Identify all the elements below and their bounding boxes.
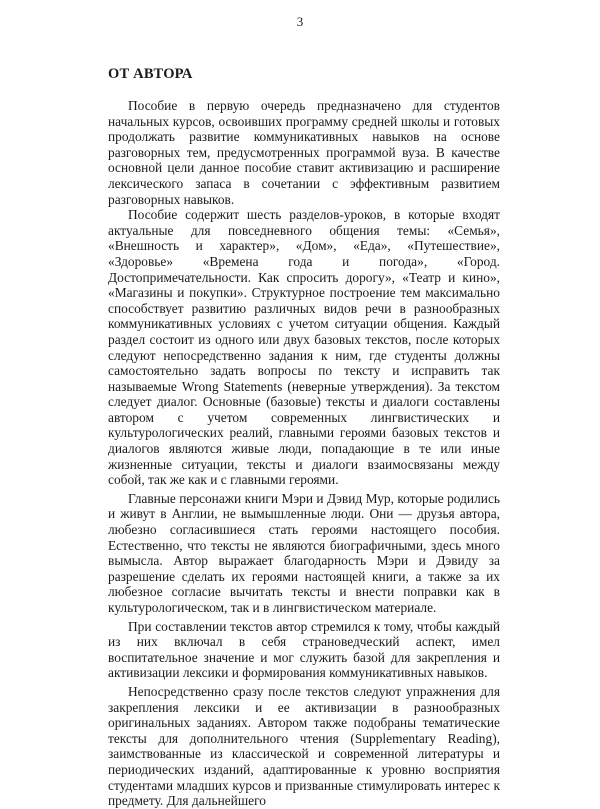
page-number: 3 [296,14,304,29]
paragraph-5: Непосредственно сразу после текстов следуют упражнения для закрепления лексики и ее активизации в разнообразных оригинальных заданиях. Автором также подобраны тематические тексты для дополнительного чтения (Supplementary Reading), заимствованные из классической и современной литературы и периодических изданий, адаптированные к уровню восприятия студентами младших курсов и призванные стимулировать интерес к предмету. Для дальнейшего [108,683,500,809]
paragraph-2: Пособие содержит шесть разделов-уроков, в которые входят актуальные для повседневного общения темы: «Семья», «Внешность и характер», «Дом», «Еда», «Путешествие», «Здоровье» «Времена года и погода», «Город. Достопримечательности. Как спросить дорогу», «Театр и кино», «Магазины и покупки». Структурное построение тем максимально способствует развитию различных видов речи в разнообразных коммуникативных условиях с учетом ситуации общения. Каждый раздел состоит из одного или двух базовых текстов, после которых следуют непосредственно задания к ним, где студенты должны самостоятельно задать вопросы по тексту и исправить так называемые Wrong Statements (неверные утверждения). За текстом следует диалог. Основные (базовые) тексты и диалоги составлены автором с учетом современных лингвистических и культурологических реалий, главными героями базовых текстов и диалогов являются живые люди, попадающие в те или иные жизненные ситуации, тексты и диалоги взаимосвязаны между собой, так же как и с главными героями. [108,207,500,488]
body-text [108,98,500,809]
paragraph-4: При составлении текстов автор стремился к тому, чтобы каждый из них включал в себя страноведческий аспект, имел воспитательное значение и мог служить базой для закрепления и активизации лексики и формирования коммуникативных навыков. [108,618,500,681]
paragraph-3: Главные персонажи книги Мэри и Дэвид Мур, которые родились и живут в Англии, не вымышленные люди. Они — друзья автора, любезно согласившиеся стать героями настоящего пособия. Естественно, что тексты не являются биографичными, здесь много вымысла. Автор выражает благодарность Мэри и Дэвиду за разрешение сделать их героями настоящей книги, а также за их любезное согласие вычитать тексты и внести поправки как в культурологическом, так и в лингвистическом материале. [108,490,500,615]
section-title: ОТ АВТОРА [108,66,193,82]
paragraph-1: Пособие в первую очередь предназначено для студентов начальных курсов, освоивших программу средней школы и готовых продолжать развитие коммуникативных навыков на основе разговорных тем, предусмотренных программой вуза. В качестве основной цели данное пособие ставит активизацию и расширение лексического запаса в сочетании с эффективным развитием разговорных навыков. [108,98,500,207]
